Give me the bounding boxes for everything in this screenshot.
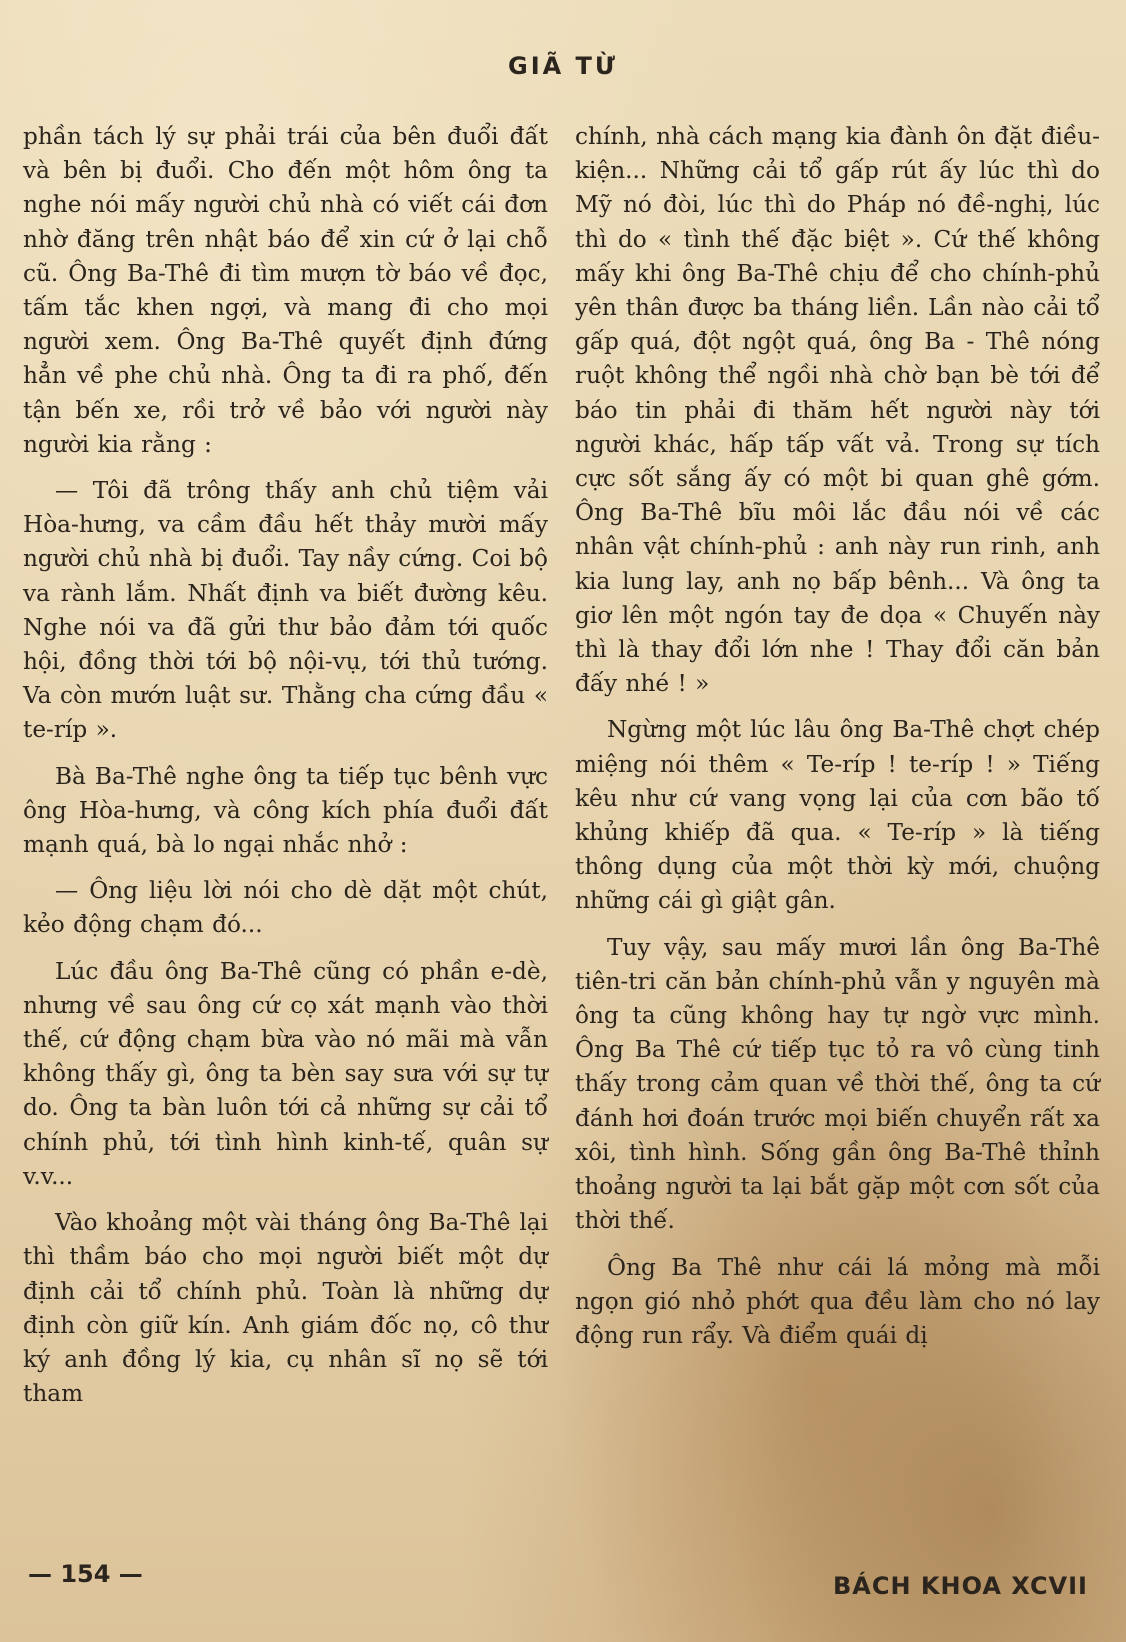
magazine-issue: BÁCH KHOA XCVII bbox=[833, 1572, 1088, 1600]
page-header-title: GIÃ TỪ bbox=[508, 52, 618, 80]
paragraph: Ông Ba Thê như cái lá mỏng mà mỗi ngọn gió nhỏ phớt qua đều làm cho nó lay động run rẩy. Và điểm quái dị bbox=[575, 1253, 1100, 1349]
paragraph: Lúc đầu ông Ba-Thê cũng có phần e-dè, nhưng về sau ông cứ cọ xát mạnh vào thời thế, cứ động chạm bừa vào nó mãi mà vẫn không thấy gì, ông ta bèn say sưa với sự tự do. Ông ta bàn luôn tới cả những sự cải tổ chính phủ, tới tình hình kinh-tế, quân sự v.v... bbox=[23, 957, 548, 1190]
paragraph: Tuy vậy, sau mấy mươi lần ông Ba-Thê tiên-tri căn bản chính-phủ vẫn y nguyên mà ông ta cũng không hay tự ngờ vực mình. Ông Ba Thê cứ tiếp tục tỏ ra vô cùng tinh thấy trong cảm quan về thời thế, ông ta cứ đánh hơi đoán trước mọi biến chuyển rất xa xôi, tình hình. Sống gần ông Ba-Thê thỉnh thoảng người ta lại bắt gặp một cơn sốt của thời thế. bbox=[575, 933, 1100, 1235]
page-number: — 154 — bbox=[28, 1560, 143, 1588]
right-column bbox=[575, 120, 1100, 1361]
paragraph: Vào khoảng một vài tháng ông Ba-Thê lại thì thầm báo cho mọi người biết một dự định cải tổ chính phủ. Toàn là những dự định còn giữ kín. Anh giám đốc nọ, cô thư ký anh đồng lý kia, cụ nhân sĩ nọ sẽ tới tham bbox=[23, 1209, 548, 1408]
paragraph: — Ông liệu lời nói cho dè dặt một chút, kẻo động chạm đó... bbox=[23, 877, 548, 939]
paragraph: Ngừng một lúc lâu ông Ba-Thê chợt chép miệng nói thêm « Te-ríp ! te-ríp ! » Tiếng kêu như cứ vang vọng lại của cơn bão tố khủng khiếp đã qua. « Te-ríp » là tiếng thông dụng của một thời kỳ mới, chuộng những cái gì giật gân. bbox=[575, 716, 1100, 915]
paragraph: Bà Ba-Thê nghe ông ta tiếp tục bênh vực ông Hòa-hưng, và công kích phía đuổi đất mạnh quá, bà lo ngại nhắc nhở : bbox=[23, 762, 548, 859]
paragraph: chính, nhà cách mạng kia đành ôn đặt điều-kiện... Những cải tổ gấp rút ấy lúc thì do Mỹ nó đòi, lúc thì do Pháp nó đề-nghị, lúc thì do « tình thế đặc biệt ». Cứ thế không mấy khi ông Ba-Thê chịu để cho chính-phủ yên thân được ba tháng liền. Lần nào cải tổ gấp quá, đột ngột quá, ông Ba - Thê nóng ruột không thể ngồi nhà chờ bạn bè tới để báo tin phải đi thăm hết người này tới người khác, hấp tấp vất vả. Trong sự tích cực sốt sắng ấy có một bi quan ghê gớm. Ông Ba-Thê bĩu môi lắc đầu nói về các nhân vật chính-phủ : anh này run rinh, anh kia lung lay, anh nọ bấp bênh... Và ông ta giơ lên một ngón tay đe dọa « Chuyến này thì là thay đổi lớn nhe ! Thay đổi căn bản đấy nhé ! » bbox=[575, 123, 1100, 698]
paragraph: phần tách lý sự phải trái của bên đuổi đất và bên bị đuổi. Cho đến một hôm ông ta nghe nói mấy người chủ nhà có viết cái đơn nhờ đăng trên nhật báo để xin cứ ở lại chỗ cũ. Ông Ba-Thê đi tìm mượn tờ báo về đọc, tấm tắc khen ngợi, và mang đi cho mọi người xem. Ông Ba-Thê quyết định đứng hẳn về phe chủ nhà. Ông ta đi ra phố, đến tận bến xe, rồi trở về bảo với người này người kia rằng : bbox=[23, 123, 548, 458]
paragraph: — Tôi đã trông thấy anh chủ tiệm vải Hòa-hưng, va cầm đầu hết thảy mười mấy người chủ nhà bị đuổi. Tay nầy cứng. Coi bộ va rành lắm. Nhất định va biết đường kêu. Nghe nói va đã gửi thư bảo đảm tới quốc hội, đồng thời tới bộ nội-vụ, tới thủ tướng. Va còn mướn luật sư. Thằng cha cứng đầu « te-ríp ». bbox=[23, 477, 548, 744]
left-column bbox=[23, 120, 548, 1419]
